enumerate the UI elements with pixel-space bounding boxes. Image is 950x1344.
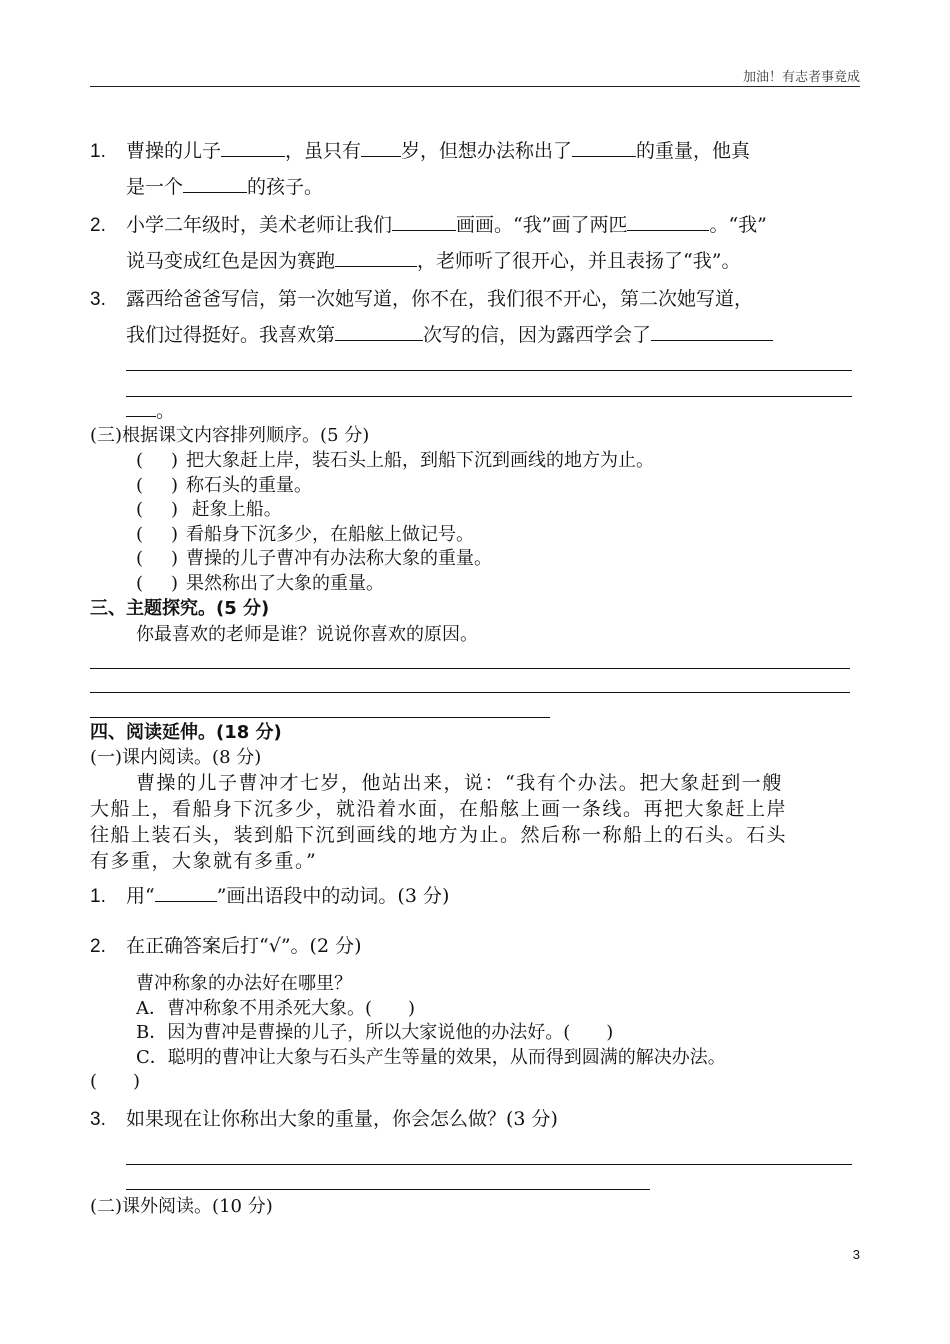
reading-section-title: 四、阅读延伸。(18 分)	[90, 722, 282, 743]
theme-answer-line-1[interactable]	[90, 668, 850, 669]
q1-blank-3[interactable]	[572, 138, 636, 157]
rq3-line: 3. 如果现在让你称出大象的重量，你会怎么做？(3 分)	[90, 1106, 558, 1133]
q2-blank-3[interactable]	[335, 248, 417, 267]
q3-answer-line-1[interactable]	[126, 370, 852, 371]
q1-blank-1[interactable]	[221, 138, 285, 157]
order-item-5: ( ) 曹操的儿子曹冲有办法称大象的重量。	[136, 548, 492, 569]
order-item-3: ( ) 赶象上船。	[136, 499, 282, 520]
q1-blank-4[interactable]	[183, 174, 247, 193]
order-section-title: (三)根据课文内容排列顺序。(5 分)	[90, 425, 370, 446]
q3-blank-1[interactable]	[335, 322, 423, 341]
q1-blank-2[interactable]	[361, 138, 401, 157]
order-paren-3[interactable]: ( )	[136, 499, 179, 520]
theme-answer-line-3[interactable]	[90, 717, 550, 718]
rq1-number: 1.	[90, 886, 106, 907]
order-item-1: ( ) 把大象赶上岸，装石头上船，到船下沉到画线的地方为止。	[136, 450, 654, 471]
q3-line1: 3. 露西给爸爸写信，第一次她写道，你不在，我们很不开心，第二次她写道，	[90, 286, 753, 313]
q3-answer-line-2[interactable]	[126, 396, 852, 397]
q2-blank-1[interactable]	[392, 212, 456, 231]
order-item-4: ( ) 看船身下沉多少，在船舷上做记号。	[136, 524, 474, 545]
order-paren-2[interactable]: ( )	[136, 475, 179, 496]
order-paren-1[interactable]: ( )	[136, 450, 179, 471]
rq3-answer-line-2[interactable]	[126, 1189, 650, 1190]
rq3-number: 3.	[90, 1109, 106, 1130]
rq2-number: 2.	[90, 936, 106, 957]
header-divider	[90, 86, 860, 87]
rq2-question: 曹冲称象的办法好在哪里？	[136, 973, 352, 994]
theme-answer-line-2[interactable]	[90, 692, 850, 693]
q2-line1: 2. 小学二年级时，美术老师让我们 画画。“我”画了两匹 。“我”	[90, 212, 767, 239]
q3-blank-2[interactable]	[651, 322, 773, 341]
theme-prompt: 你最喜欢的老师是谁？说说你喜欢的原因。	[136, 624, 478, 645]
q3-line2: 我们过得挺好。我喜欢第 次写的信，因为露西学会了	[126, 322, 773, 348]
header-motto: 加油！有志者事竟成	[742, 70, 860, 85]
q1-line2: 是一个 的孩子。	[126, 176, 324, 198]
rq2-line: 2. 在正确答案后打“√”。(2 分)	[90, 933, 362, 960]
rq1-line: 1. 用“ ”画出语段中的动词。(3 分)	[90, 883, 449, 910]
order-item-2: ( ) 称石头的重量。	[136, 475, 312, 496]
rq3-answer-line-1[interactable]	[126, 1164, 852, 1165]
q3-line-end: 。	[126, 398, 175, 424]
rq2-option-a[interactable]: A．曹冲称象不用杀死大象。( )	[136, 998, 416, 1019]
page-number: 3	[852, 1247, 860, 1262]
passage-line-4: 有多重，大象就有多重。”	[90, 850, 318, 872]
q1-line1: 1. 曹操的儿子 ，虽只有 岁，但想办法称出了 的重量，他真	[90, 138, 750, 165]
order-paren-6[interactable]: ( )	[136, 573, 179, 594]
order-paren-5[interactable]: ( )	[136, 548, 179, 569]
order-item-6: ( ) 果然称出了大象的重量。	[136, 573, 384, 594]
q3-number: 3.	[90, 289, 106, 310]
rq2-option-b[interactable]: B．因为曹冲是曹操的儿子，所以大家说他的办法好。( )	[136, 1022, 614, 1043]
passage-line-2: 大船上，看船身下沉多少，就沿着水面，在船舷上画一条线。再把大象赶上岸	[90, 798, 788, 820]
q1-number: 1.	[90, 141, 106, 162]
passage-line-1: 曹操的儿子曹冲才七岁，他站出来，说：“我有个办法。把大象赶到一艘	[136, 772, 783, 794]
rq2-option-c[interactable]: C．聪明的曹冲让大象与石头产生等量的效果，从而得到圆满的解决办法。	[136, 1047, 726, 1068]
theme-section-title: 三、主题探究。(5 分)	[90, 598, 270, 619]
inclass-reading-title: (一)课内阅读。(8 分)	[90, 747, 262, 768]
q2-line2: 说马变成红色是因为赛跑 ，老师听了很开心，并且表扬了“我”。	[126, 250, 741, 272]
q2-number: 2.	[90, 215, 106, 236]
outclass-reading-title: (二)课外阅读。(10 分)	[90, 1196, 273, 1217]
q3-blank-3[interactable]	[126, 398, 156, 417]
passage-line-3: 往船上装石头，装到船下沉到画线的地方为止。然后称一称船上的石头。石头	[90, 824, 788, 846]
q2-blank-2[interactable]	[627, 212, 709, 231]
rq2-option-c-paren[interactable]: ( )	[90, 1071, 141, 1092]
order-paren-4[interactable]: ( )	[136, 524, 179, 545]
underline-mark-sample	[155, 889, 217, 902]
